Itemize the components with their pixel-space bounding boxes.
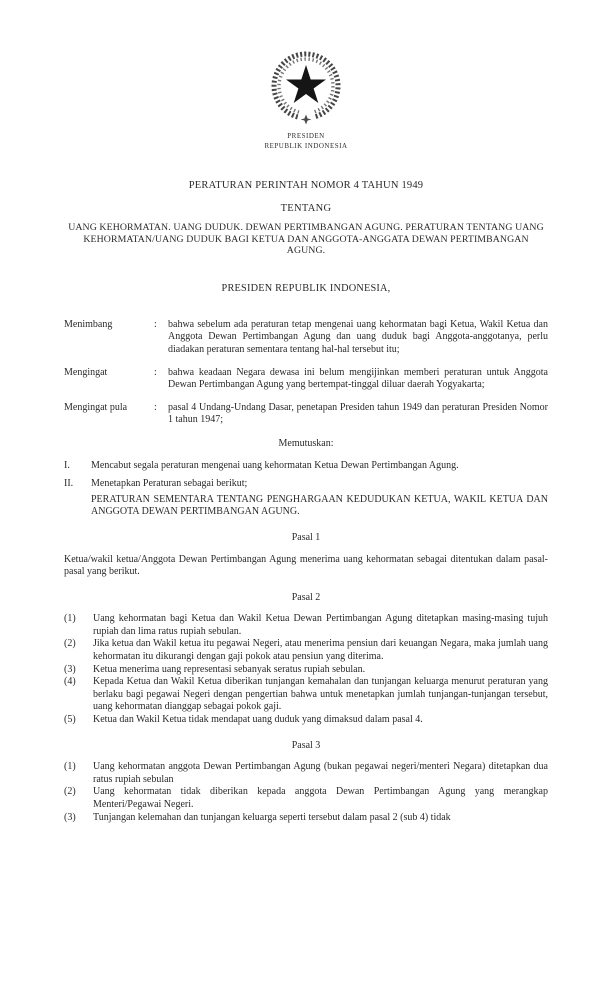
consideration-label: Mengingat bbox=[64, 366, 108, 378]
decision-text: Menetapkan Peraturan sebagai berikut; bbox=[91, 478, 248, 490]
pasal-2-heading: Pasal 2 bbox=[291, 591, 321, 603]
decision-number: II. bbox=[64, 478, 74, 490]
item-text: Ketua dan Wakil Ketua tidak mendapat uang duduk yang dimaksud dalam pasal 4. bbox=[93, 714, 423, 726]
pasal-3-items bbox=[64, 761, 548, 824]
pasal-2-items bbox=[64, 613, 548, 726]
consideration-row bbox=[64, 402, 548, 427]
item-number: (3) bbox=[64, 811, 76, 823]
item-number: (1) bbox=[64, 761, 76, 773]
consideration-text: bahwa keadaan Negara dewasa ini belum mengijinkan memberi peraturan untuk Anggota Dewan Pertimbangan Agung yang bertempat-tinggal diluar daerah Yogyakarta; bbox=[168, 366, 548, 391]
considerations-section bbox=[64, 319, 548, 427]
pasal-1-body: Ketua/wakil ketua/Anggota Dewan Pertimbangan Agung menerima uang kehormatan sebagai ditentukan dalam pasal-pasal yang berikut. bbox=[64, 553, 548, 578]
consideration-separator: : bbox=[154, 401, 157, 413]
regulation-title: PERATURAN PERINTAH NOMOR 4 TAHUN 1949 bbox=[188, 180, 424, 191]
decision-number: I. bbox=[64, 459, 70, 471]
item-number: (2) bbox=[64, 786, 76, 798]
consideration-separator: : bbox=[154, 366, 157, 378]
regulation-subject: UANG KEHORMATAN. UANG DUDUK. DEWAN PERTIMBANGAN AGUNG. PERATURAN TENTANG UANG KEHORMATAN/UANG DUDUK BAGI KETUA DAN ANGGOTA-ANGGATA DEWAN PERTIMBANGAN AGUNG. bbox=[68, 222, 544, 257]
consideration-text: bahwa sebelum ada peraturan tetap mengenai uang kehormatan bagi Ketua, Wakil Ketua dan Anggota Dewan Pertimbangan Agung dan uang duduk bagi Anggota-anggotanya, perlu diadakan peraturan sementara tentang hal-hal tersebut itu; bbox=[168, 318, 548, 355]
pasal-3-heading: Pasal 3 bbox=[291, 739, 321, 751]
list-item bbox=[64, 638, 548, 663]
decision-item bbox=[64, 478, 548, 491]
list-item bbox=[64, 613, 548, 638]
list-item bbox=[64, 761, 548, 786]
item-text: Uang kehormatan bagi Ketua dan Wakil Ketua Dewan Pertimbangan Agung ditetapkan masing-masing tujuh rupiah dan lima ratus rupiah sebulan. bbox=[93, 613, 548, 637]
regulation-tentang: TENTANG bbox=[280, 203, 332, 214]
opening-line: PRESIDEN REPUBLIK INDONESIA, bbox=[221, 282, 391, 294]
item-number: (4) bbox=[64, 676, 76, 688]
item-number: (5) bbox=[64, 714, 76, 726]
list-item bbox=[64, 664, 548, 677]
memutuskan-heading: Memutuskan: bbox=[278, 437, 334, 449]
item-text: Uang kehormatan anggota Dewan Pertimbangan Agung (bukan pegawai negeri/menteri Negara) ditetapkan dua ratus rupiah sebulan bbox=[93, 761, 548, 785]
consideration-label: Mengingat pula bbox=[64, 401, 128, 413]
presidential-seal bbox=[64, 48, 548, 151]
consideration-text: pasal 4 Undang-Undang Dasar, penetapan Presiden tahun 1949 dan peraturan Presiden Nomor 1 tahun 1947; bbox=[168, 401, 548, 426]
consideration-row bbox=[64, 319, 548, 357]
item-text: Uang kehormatan tidak diberikan kepada anggota Dewan Pertimbangan Agung yang merangkap Menteri/Pegawai Negeri. bbox=[93, 786, 548, 810]
consideration-label: Menimbang bbox=[64, 318, 113, 330]
decision-title: PERATURAN SEMENTARA TENTANG PENGHARGAAN KEDUDUKAN KETUA, WAKIL KETUA DAN ANGGOTA DEWAN PERTIMBANGAN AGUNG. bbox=[91, 493, 548, 518]
item-text: Kepada Ketua dan Wakil Ketua diberikan tunjangan kemahalan dan tunjangan keluarga menurut peraturan yang berlaku bagi pegawai Negeri dengan pengertian bahwa untuk menetapkan jumlah tunjangan-tunjangan tersebut, uang kehormatan dianggap sebagai pokok gaji. bbox=[93, 676, 548, 713]
list-item bbox=[64, 786, 548, 811]
list-item bbox=[64, 812, 548, 825]
decisions-section bbox=[64, 460, 548, 519]
star-wreath-seal-icon bbox=[265, 48, 347, 128]
item-number: (3) bbox=[64, 663, 76, 675]
list-item bbox=[64, 676, 548, 714]
pasal-1-heading: Pasal 1 bbox=[291, 531, 321, 543]
decision-item bbox=[64, 460, 548, 473]
item-number: (1) bbox=[64, 613, 76, 625]
seal-org-line2: REPUBLIK INDONESIA bbox=[264, 141, 348, 150]
list-item bbox=[64, 714, 548, 727]
item-text: Jika ketua dan Wakil ketua itu pegawai Negeri, atau menerima pensiun dari keuangan Negara, maka jumlah uang kehormatan itu dikurangi dengan gaji pokok atau pensiun yang diterima. bbox=[93, 638, 548, 663]
item-text: Ketua menerima uang representasi sebanyak seratus rupiah sebulan. bbox=[93, 663, 366, 675]
consideration-row bbox=[64, 367, 548, 392]
consideration-separator: : bbox=[154, 318, 157, 330]
item-text: Tunjangan kelemahan dan tunjangan keluarga seperti tersebut dalam pasal 2 (sub 4) tidak bbox=[93, 811, 451, 823]
item-number: (2) bbox=[64, 638, 76, 650]
decision-text: Mencabut segala peraturan mengenai uang kehormatan Ketua Dewan Pertimbangan Agung. bbox=[91, 459, 459, 471]
seal-org-line1: PRESIDEN bbox=[287, 132, 325, 140]
